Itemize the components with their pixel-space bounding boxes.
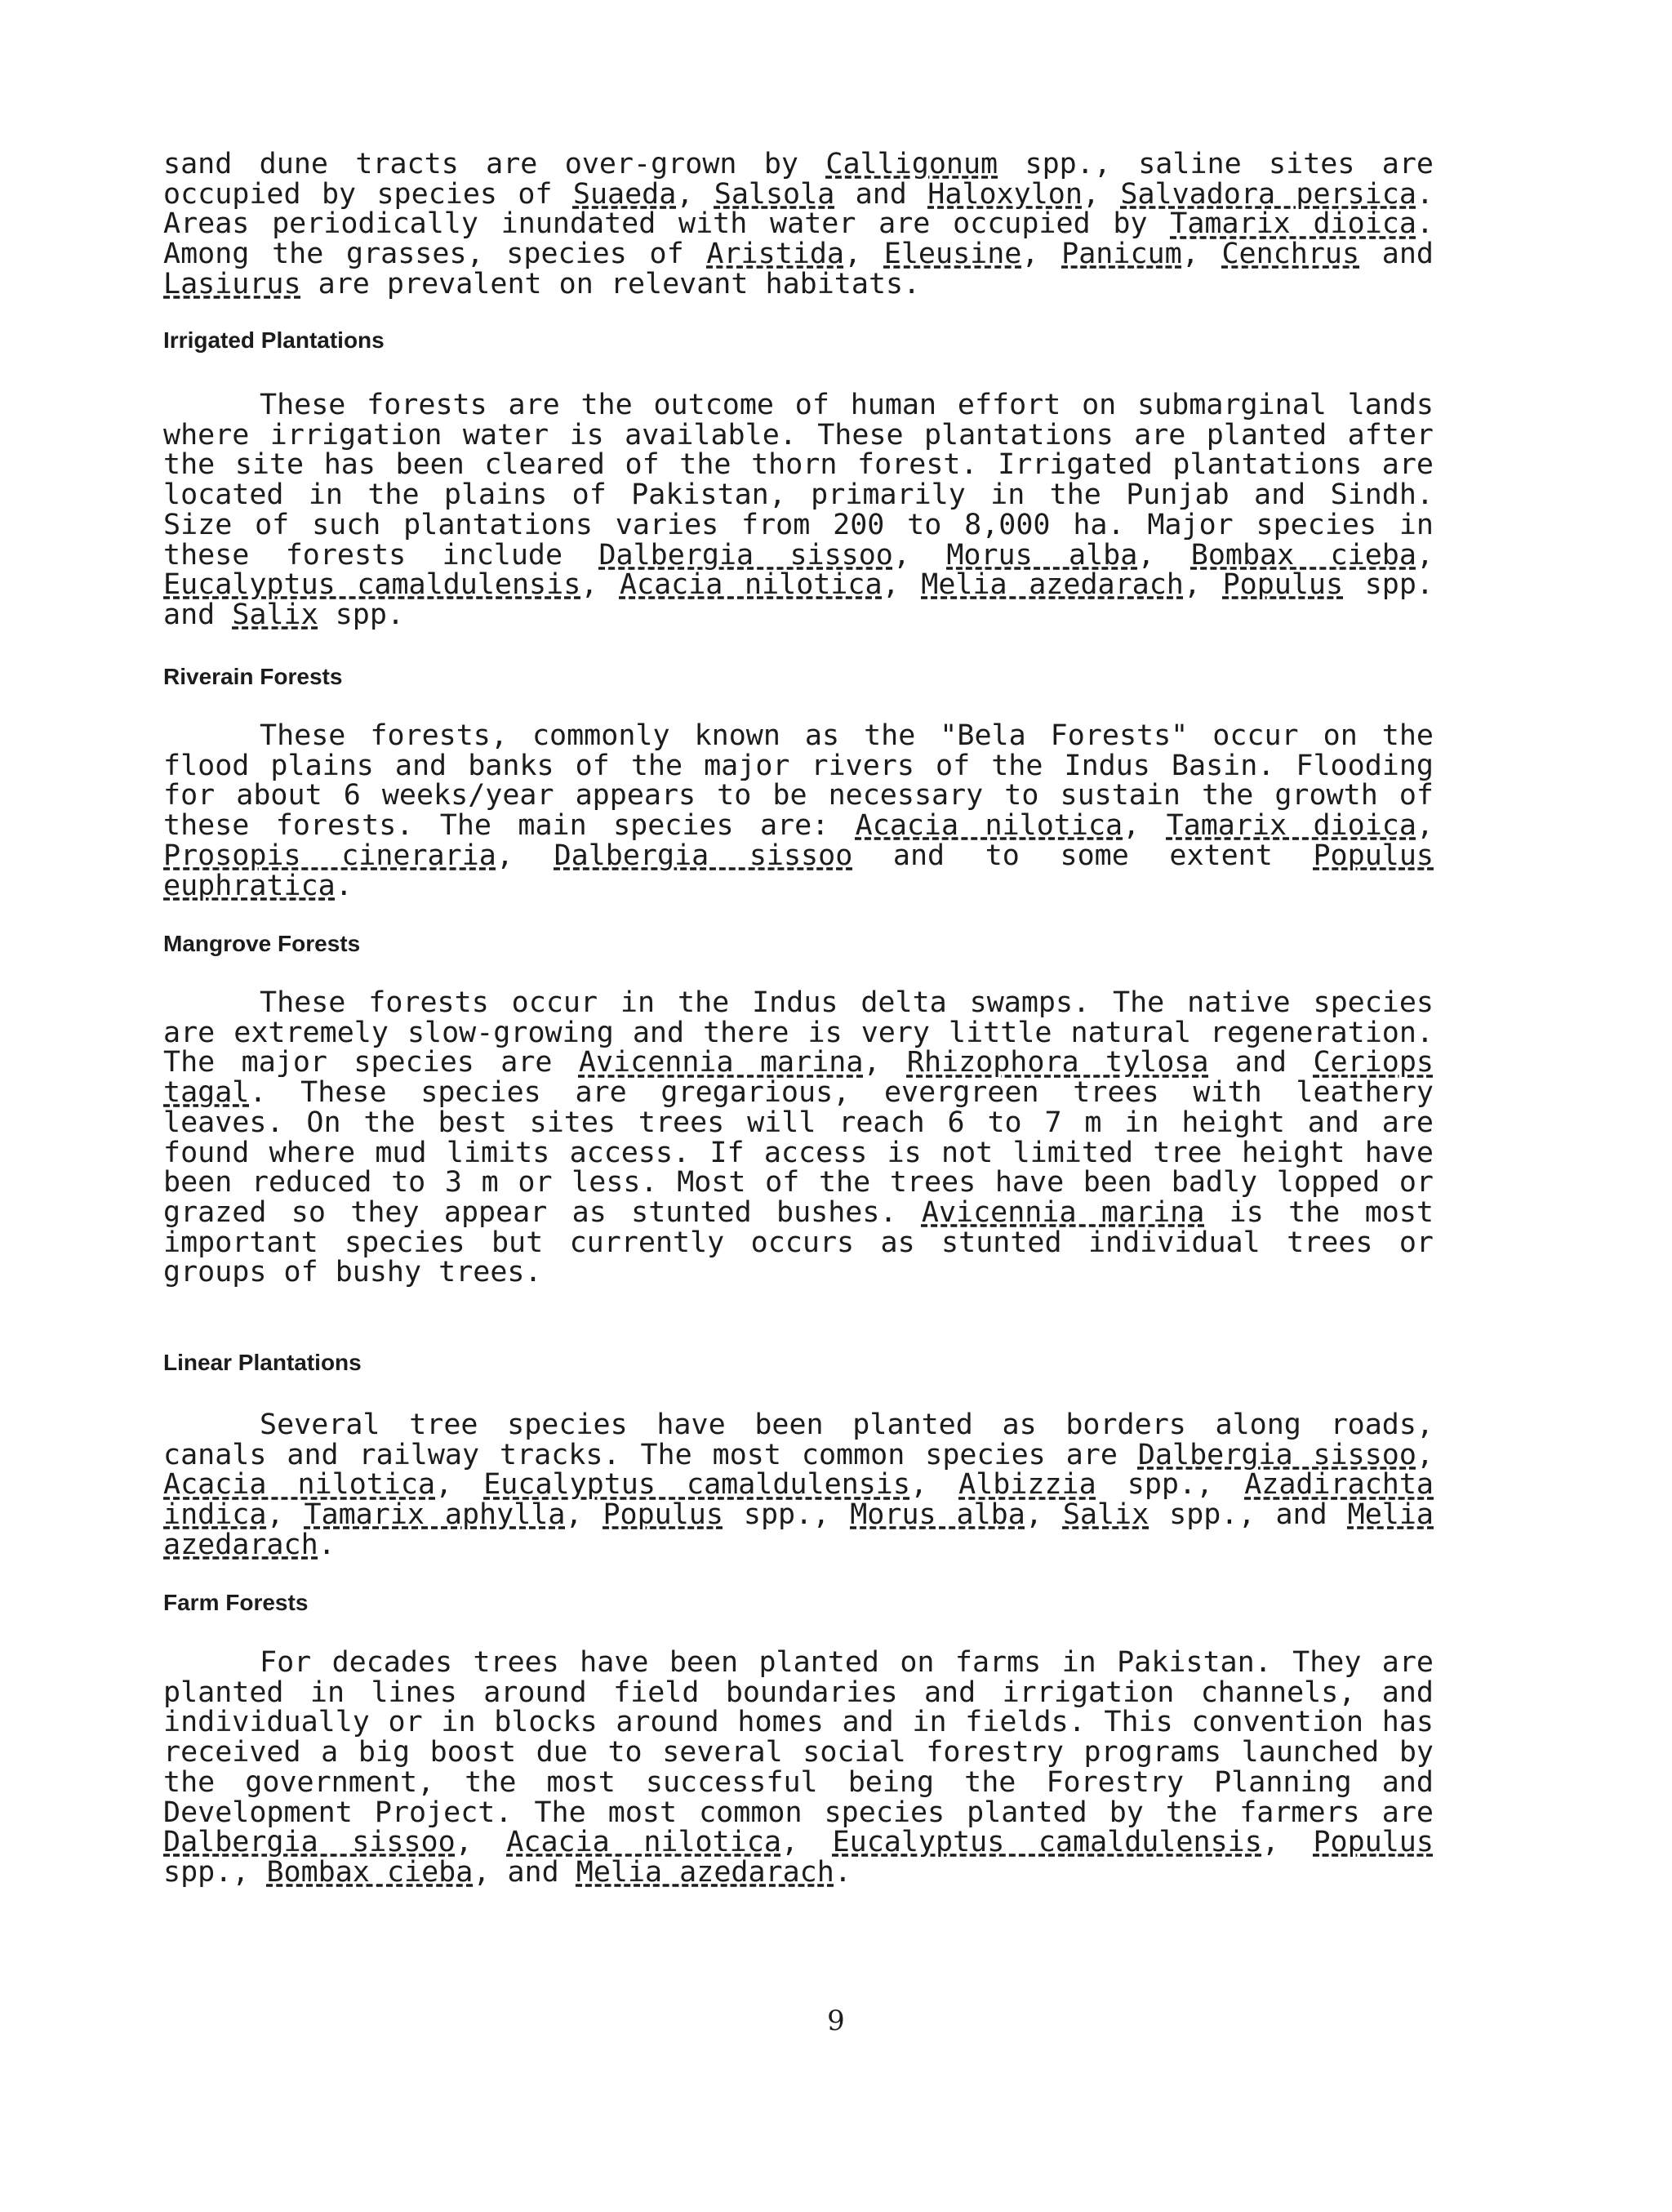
page-number: 9 bbox=[827, 2005, 845, 2037]
section-heading-linear-plantations: Linear Plantations bbox=[163, 1350, 362, 1375]
section-heading-mangrove-forests: Mangrove Forests bbox=[163, 931, 361, 956]
species-name: Morus alba bbox=[850, 1498, 1025, 1532]
text-run: , bbox=[882, 568, 922, 602]
text-run: , bbox=[1416, 809, 1434, 843]
species-name: Melia azedarach bbox=[921, 568, 1184, 602]
paragraph-linear-plantations bbox=[163, 1410, 1434, 1560]
text-run: . These species are gregarious, evergreen trees with leathery leaves. On the best sites trees will reach 6 to 7 m in height and are found where mud limits access. If access is not limited tree height have been reduced to 3 m or less. Most of the trees have been badly lopped or grazed so they appear as stunted bushes. bbox=[163, 1076, 1434, 1229]
species-name: Eucalyptus camaldulensis bbox=[832, 1826, 1262, 1859]
text-run: , bbox=[1123, 809, 1167, 843]
text-run: and bbox=[1208, 1046, 1314, 1079]
species-name: Prosopis cineraria bbox=[163, 839, 496, 872]
species-name: Rhizophora tylosa bbox=[906, 1046, 1209, 1079]
text-run: , bbox=[1183, 568, 1223, 602]
text-run: , bbox=[909, 1468, 959, 1502]
species-name: Salix bbox=[1062, 1498, 1150, 1532]
species-name: Acacia nilotica bbox=[506, 1826, 781, 1859]
text-run: , and bbox=[473, 1855, 576, 1889]
text-run: , bbox=[1181, 238, 1222, 271]
species-name: Bombax cieba bbox=[1190, 538, 1416, 572]
text-run: , bbox=[1021, 238, 1062, 271]
text-run: , bbox=[565, 1498, 603, 1532]
text-run: and bbox=[1359, 238, 1434, 271]
species-name: Avicennia marina bbox=[578, 1046, 864, 1079]
species-name: Salix bbox=[232, 598, 318, 631]
paragraph-riverain-forests bbox=[163, 721, 1434, 901]
text-run: , bbox=[780, 1826, 833, 1859]
species-name: Dalbergia sissoo bbox=[163, 1826, 456, 1859]
text-run: . Areas periodically inundated with water are occupied by bbox=[163, 177, 1434, 241]
text-run: , bbox=[1025, 1498, 1063, 1532]
species-name: Populus bbox=[1313, 1826, 1434, 1859]
species-name: Dalbergia sissoo bbox=[554, 839, 853, 872]
text-run: , bbox=[676, 177, 714, 211]
text-run: spp., bbox=[163, 1855, 267, 1889]
text-run: sand dune tracts are over-grown by bbox=[163, 148, 826, 180]
species-name: Acacia nilotica bbox=[855, 809, 1123, 843]
text-run: , bbox=[1082, 177, 1121, 211]
text-run: , bbox=[892, 538, 947, 572]
species-name: Ceriops tagal bbox=[163, 1046, 1434, 1110]
species-name: Acacia nilotica bbox=[619, 568, 883, 602]
text-run: is the most important species but currently occurs as stunted individual trees or groups of bushy trees. bbox=[163, 1195, 1434, 1289]
species-name: Melia azedarach bbox=[576, 1855, 834, 1889]
species-name: Calligonum bbox=[825, 148, 998, 180]
species-name: Panicum bbox=[1061, 238, 1182, 271]
text-run: For decades trees have been planted on farms in Pakistan. They are planted in lines around field boundaries and irrigation channels, and individually or in blocks around homes and in fields. This convention has received a big boost due to several social forestry programs launched by the government, the most successful being the Forestry Planning and Development Project. The most common species planted by the farmers are bbox=[163, 1646, 1434, 1829]
text-run: . bbox=[335, 869, 353, 902]
species-name: Avicennia marina bbox=[921, 1195, 1205, 1229]
species-name: Tamarix aphylla bbox=[304, 1498, 566, 1532]
text-run: These forests, commonly known as the "Bela Forests" occur on the flood plains and banks of the major rivers of the Indus Basin. Flooding for about 6 weeks/year appears to be necessary to sustain the growth of these forests. The main species are: bbox=[163, 719, 1434, 843]
species-name: Populus euphratica bbox=[163, 839, 1434, 902]
species-name: Tamarix dioica bbox=[1166, 809, 1416, 843]
text-run: These forests are the outcome of human effort on submarginal lands where irrigation water is available. These plantations are planted after the site has been cleared of the thorn forest. Irrigated plantations are located in the plains of Pakistan, primarily in the Punjab and Sindh. Size of such plantations varies from 200 to 8,000 ha. Major species in these forests include bbox=[163, 389, 1434, 572]
paragraph-intro-continuation bbox=[163, 149, 1434, 300]
species-name: Tamarix dioica bbox=[1170, 207, 1416, 241]
species-name: Acacia nilotica bbox=[163, 1468, 436, 1502]
text-run: spp., saline sites are occupied by species of bbox=[163, 148, 1434, 211]
text-run: , bbox=[496, 839, 554, 872]
section-heading-riverain-forests: Riverain Forests bbox=[163, 664, 343, 689]
species-name: Aristida bbox=[706, 238, 844, 271]
text-run: , bbox=[1137, 538, 1191, 572]
species-name: Dalbergia sissoo bbox=[598, 538, 893, 572]
paragraph-mangrove-forests bbox=[163, 988, 1434, 1288]
text-run: , bbox=[1261, 1826, 1314, 1859]
text-run: , bbox=[1416, 538, 1434, 572]
species-name: Eucalyptus camaldulensis bbox=[163, 568, 581, 602]
text-run: and to some extent bbox=[852, 839, 1314, 872]
text-run: spp. bbox=[318, 598, 405, 631]
species-name: Azadirachta indica bbox=[163, 1468, 1434, 1532]
text-run: . Among the grasses, species of bbox=[163, 207, 1434, 271]
text-run: , bbox=[843, 238, 884, 271]
text-run: , bbox=[455, 1826, 507, 1859]
text-run: Several tree species have been planted as borders along roads, canals and railway tracks. The most common species are bbox=[163, 1409, 1434, 1471]
text-run: spp. and bbox=[163, 568, 1434, 631]
species-name: Eleusine bbox=[883, 238, 1022, 271]
section-heading-irrigated-plantations: Irrigated Plantations bbox=[163, 327, 385, 353]
section-heading-farm-forests: Farm Forests bbox=[163, 1590, 309, 1615]
text-run: , bbox=[266, 1498, 305, 1532]
text-run: spp., bbox=[1096, 1468, 1245, 1502]
text-run: , bbox=[580, 568, 620, 602]
species-name: Populus bbox=[603, 1498, 723, 1532]
text-run: spp., bbox=[723, 1498, 851, 1532]
species-name: Morus alba bbox=[946, 538, 1138, 572]
species-name: Populus bbox=[1222, 568, 1344, 602]
species-name: Haloxylon bbox=[927, 177, 1083, 211]
paragraph-farm-forests bbox=[163, 1648, 1434, 1888]
text-run: . bbox=[318, 1528, 336, 1561]
species-name: Melia azedarach bbox=[163, 1498, 1434, 1561]
species-name: Eucalyptus camaldulensis bbox=[483, 1468, 910, 1502]
text-run: , bbox=[1416, 1438, 1434, 1471]
text-run: are prevalent on relevant habitats. bbox=[300, 267, 921, 300]
species-name: Salvadora persica bbox=[1120, 177, 1416, 211]
species-name: Dalbergia sissoo bbox=[1137, 1438, 1416, 1471]
species-name: Lasiurus bbox=[163, 267, 301, 300]
paragraph-irrigated-plantations bbox=[163, 390, 1434, 630]
text-run: , bbox=[863, 1046, 907, 1079]
species-name: Salsola bbox=[714, 177, 835, 211]
species-name: Albizzia bbox=[958, 1468, 1096, 1502]
species-name: Suaeda bbox=[572, 177, 677, 211]
species-name: Bombax cieba bbox=[266, 1855, 474, 1889]
species-name: Cenchrus bbox=[1221, 238, 1360, 271]
text-run: . bbox=[834, 1855, 852, 1889]
text-run: , bbox=[435, 1468, 484, 1502]
text-run: These forests occur in the Indus delta swamps. The native species are extremely slow-growing and there is very little natural regeneration. The major species are bbox=[163, 986, 1434, 1079]
text-run: spp., and bbox=[1149, 1498, 1348, 1532]
text-run: and bbox=[834, 177, 928, 211]
